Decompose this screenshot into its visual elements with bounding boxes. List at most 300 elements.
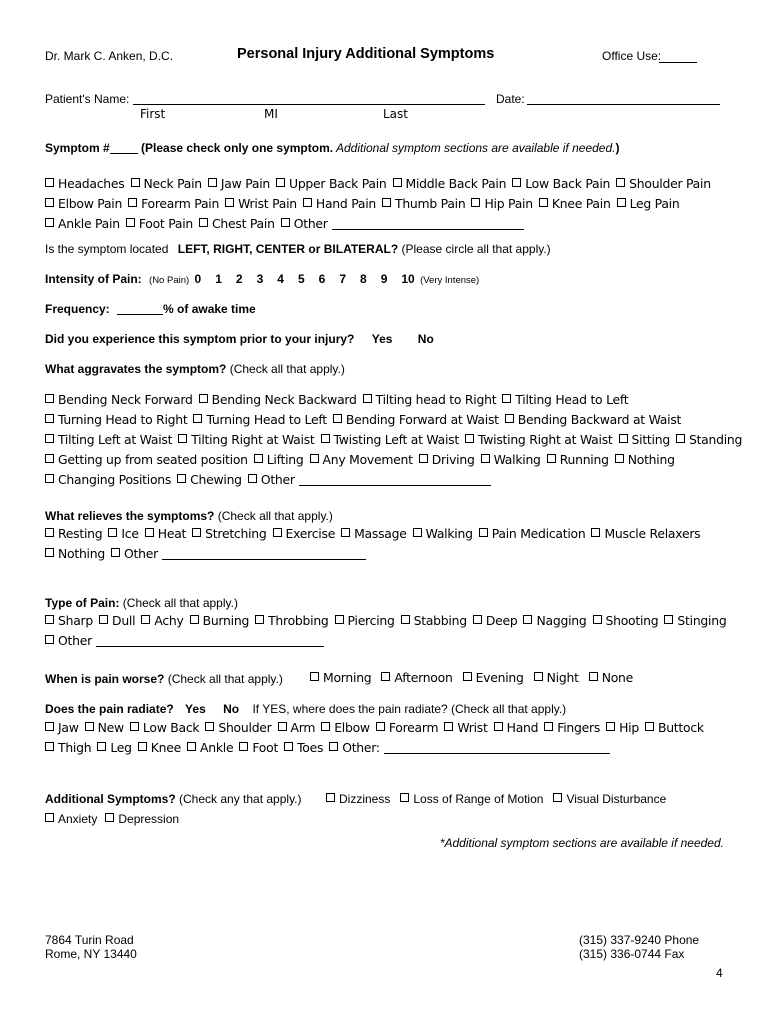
checkbox-walking[interactable] xyxy=(413,526,473,541)
checkbox-label: Depression xyxy=(118,812,180,826)
checkbox-icon[interactable] xyxy=(187,742,196,751)
checkbox-icon[interactable] xyxy=(303,198,312,207)
checkbox-thumb-pain[interactable] xyxy=(382,196,465,211)
checkbox-label: Forearm Pain xyxy=(141,196,220,211)
checkbox-resting[interactable] xyxy=(45,526,102,541)
checkbox-nagging[interactable] xyxy=(523,613,586,628)
checkbox-icon[interactable] xyxy=(619,434,628,443)
checkbox-icon[interactable] xyxy=(45,218,54,227)
doctor-name: Dr. Mark C. Anken, D.C. xyxy=(45,49,174,63)
checkbox-icon[interactable] xyxy=(400,793,409,802)
checkbox-icon[interactable] xyxy=(199,218,208,227)
checkbox-icon[interactable] xyxy=(393,178,402,187)
checkbox-icon[interactable] xyxy=(310,454,319,463)
checkbox-label: Chest Pain xyxy=(212,216,275,231)
checkbox-icon[interactable] xyxy=(108,528,117,537)
checkbox-forearm-pain[interactable] xyxy=(128,196,219,211)
checkbox-icon[interactable] xyxy=(553,793,562,802)
worse-note: (Check all that apply.) xyxy=(164,672,283,686)
checkbox-bending-backward-at-waist[interactable] xyxy=(505,412,681,427)
checkbox-throbbing[interactable] xyxy=(255,613,328,628)
symptom-number-heading xyxy=(45,141,619,155)
checkbox-icon[interactable] xyxy=(376,722,385,731)
checkbox-lifting[interactable] xyxy=(254,452,304,467)
checkbox-label: Tilting head to Right xyxy=(375,392,497,407)
checkbox-label: Wrist xyxy=(457,720,488,735)
checkbox-icon[interactable] xyxy=(479,528,488,537)
relieves-question: What relieves the symptoms? xyxy=(45,509,215,523)
checkbox-label: Tilting Left at Waist xyxy=(58,432,173,447)
checkbox-icon[interactable] xyxy=(141,615,150,624)
other-text-field[interactable] xyxy=(96,646,324,647)
checkbox-icon[interactable] xyxy=(544,722,553,731)
checkbox-loss-of-range-of-motion[interactable] xyxy=(400,792,543,806)
mi-caption: MI xyxy=(264,107,278,121)
checkbox-anxiety[interactable] xyxy=(45,812,97,826)
checkbox-getting-up-from-seated-position[interactable] xyxy=(45,452,248,467)
checkbox-label: Twisting Right at Waist xyxy=(477,432,613,447)
checkbox-label: Fingers xyxy=(557,720,601,735)
checkbox-label: Ice xyxy=(121,526,139,541)
checkbox-icon[interactable] xyxy=(471,198,480,207)
checkbox-exercise[interactable] xyxy=(273,526,336,541)
checkbox-bending-forward-at-waist[interactable] xyxy=(333,412,499,427)
checkbox-label: Running xyxy=(559,452,609,467)
checkbox-icon[interactable] xyxy=(664,615,673,624)
other-text-field[interactable] xyxy=(332,229,524,230)
checkbox-changing-positions[interactable] xyxy=(45,472,171,487)
checkbox-icon[interactable] xyxy=(278,722,287,731)
checkbox-icon[interactable] xyxy=(130,722,139,731)
checkbox-icon[interactable] xyxy=(321,434,330,443)
checkbox-elbow-pain[interactable] xyxy=(45,196,122,211)
checkbox-label: Piercing xyxy=(347,613,395,628)
patient-name-field[interactable] xyxy=(133,104,485,105)
checkbox-icon[interactable] xyxy=(502,394,511,403)
checkbox-jaw[interactable] xyxy=(45,720,79,735)
checkbox-icon[interactable] xyxy=(539,198,548,207)
checkbox-forearm[interactable] xyxy=(376,720,439,735)
intensity-value-4[interactable]: 4 xyxy=(277,272,284,286)
checkbox-icon[interactable] xyxy=(45,615,54,624)
checkbox-foot[interactable] xyxy=(239,740,278,755)
checkbox-running[interactable] xyxy=(547,452,609,467)
checkbox-shoulder-pain[interactable] xyxy=(616,176,711,191)
checkbox-ice[interactable] xyxy=(108,526,138,541)
checkbox-icon[interactable] xyxy=(617,198,626,207)
checkbox-label: Chewing xyxy=(190,472,242,487)
checkbox-icon[interactable] xyxy=(382,198,391,207)
checkbox-icon[interactable] xyxy=(341,528,350,537)
checkbox-tilting-head-to-left[interactable] xyxy=(502,392,628,407)
checkbox-label: Elbow Pain xyxy=(58,196,123,211)
checkbox-headaches[interactable] xyxy=(45,176,125,191)
checkbox-label: Twisting Left at Waist xyxy=(333,432,459,447)
intensity-value-8[interactable]: 8 xyxy=(360,272,367,286)
checkbox-icon[interactable] xyxy=(523,615,532,624)
checkbox-thigh[interactable] xyxy=(45,740,91,755)
checkbox-icon[interactable] xyxy=(401,615,410,624)
other-text-field[interactable] xyxy=(384,753,610,754)
checkbox-middle-back-pain[interactable] xyxy=(393,176,507,191)
checkbox-chewing[interactable] xyxy=(177,472,242,487)
checkbox-foot-pain[interactable] xyxy=(126,216,193,231)
checkbox-icon[interactable] xyxy=(199,394,208,403)
checkbox-burning[interactable] xyxy=(190,613,250,628)
checkbox-nothing[interactable] xyxy=(615,452,675,467)
checkbox-standing[interactable] xyxy=(676,432,742,447)
checkbox-fingers[interactable] xyxy=(544,720,600,735)
checkbox-label: Shoulder Pain xyxy=(629,176,711,191)
first-name-caption: First xyxy=(140,107,166,121)
checkbox-driving[interactable] xyxy=(419,452,475,467)
checkbox-leg-pain[interactable] xyxy=(617,196,680,211)
checkbox-label: Exercise xyxy=(285,526,336,541)
checkbox-icon[interactable] xyxy=(105,813,114,822)
checkbox-afternoon[interactable] xyxy=(381,670,452,685)
checkbox-label: Jaw Pain xyxy=(220,176,270,191)
checkbox-ankle-pain[interactable] xyxy=(45,216,120,231)
frequency-row xyxy=(45,302,256,316)
checkbox-nothing[interactable] xyxy=(45,546,105,561)
office-use-field[interactable] xyxy=(659,62,697,63)
checkbox-icon[interactable] xyxy=(276,178,285,187)
checkbox-other[interactable] xyxy=(248,472,295,487)
other-text-field[interactable] xyxy=(162,559,366,560)
checkbox-tilting-left-at-waist[interactable] xyxy=(45,432,172,447)
checkbox-heat[interactable] xyxy=(145,526,186,541)
checkbox-label: Other xyxy=(58,633,92,648)
checkbox-icon[interactable] xyxy=(310,672,319,681)
checkbox-dull[interactable] xyxy=(99,613,135,628)
checkbox-icon[interactable] xyxy=(208,178,217,187)
checkbox-visual-disturbance[interactable] xyxy=(553,792,666,806)
checkbox-muscle-relaxers[interactable] xyxy=(591,526,700,541)
checkbox-label: Anxiety xyxy=(58,812,98,826)
checkbox-label: Walking xyxy=(493,452,541,467)
checkbox-icon[interactable] xyxy=(145,528,154,537)
checkbox-low-back[interactable] xyxy=(130,720,199,735)
checkbox-label: Walking xyxy=(425,526,473,541)
radiate-rows-row xyxy=(45,740,610,755)
checkbox-icon[interactable] xyxy=(589,672,598,681)
location-options[interactable]: LEFT, RIGHT, CENTER or BILATERAL? xyxy=(177,242,399,256)
checkbox-icon[interactable] xyxy=(465,434,474,443)
symptom-rows-row xyxy=(45,196,685,211)
checkbox-icon[interactable] xyxy=(593,615,602,624)
symptom-rows-row xyxy=(45,216,524,231)
checkbox-icon[interactable] xyxy=(239,742,248,751)
checkbox-stinging[interactable] xyxy=(664,613,726,628)
intensity-value-10[interactable]: 10 xyxy=(401,272,415,286)
checkbox-label: Stinging xyxy=(677,613,727,628)
checkbox-hip[interactable] xyxy=(606,720,639,735)
checkbox-label: Lifting xyxy=(266,452,304,467)
checkbox-icon[interactable] xyxy=(534,672,543,681)
checkbox-icon[interactable] xyxy=(45,722,54,731)
checkbox-icon[interactable] xyxy=(177,474,186,483)
checkbox-label: Throbbing xyxy=(268,613,329,628)
relieves-rows-row xyxy=(45,546,366,561)
checkbox-depression[interactable] xyxy=(105,812,179,826)
checkbox-piercing[interactable] xyxy=(335,613,395,628)
checkbox-icon[interactable] xyxy=(45,414,54,423)
checkbox-icon[interactable] xyxy=(591,528,600,537)
checkbox-neck-pain[interactable] xyxy=(131,176,202,191)
checkbox-twisting-right-at-waist[interactable] xyxy=(465,432,613,447)
checkbox-evening[interactable] xyxy=(463,670,524,685)
checkbox-jaw-pain[interactable] xyxy=(208,176,270,191)
checkbox-label: Knee xyxy=(150,740,182,755)
checkbox-label: Changing Positions xyxy=(58,472,172,487)
radiate-question: Does the pain radiate? xyxy=(45,702,174,716)
address-line-1: 7864 Turin Road xyxy=(45,933,134,947)
additional-options-row xyxy=(326,792,676,806)
aggravates-heading xyxy=(45,362,345,376)
checkbox-label: None xyxy=(601,670,634,685)
checkbox-deep[interactable] xyxy=(473,613,518,628)
checkbox-elbow[interactable] xyxy=(321,720,370,735)
checkbox-label: Arm xyxy=(290,720,316,735)
intensity-value-7[interactable]: 7 xyxy=(339,272,346,286)
checkbox-upper-back-pain[interactable] xyxy=(276,176,387,191)
checkbox-icon[interactable] xyxy=(45,454,54,463)
checkbox-icon[interactable] xyxy=(45,198,54,207)
checkbox-hand-pain[interactable] xyxy=(303,196,376,211)
checkbox-icon[interactable] xyxy=(248,474,257,483)
intensity-value-2[interactable]: 2 xyxy=(235,272,243,286)
checkbox-sitting[interactable] xyxy=(619,432,670,447)
checkbox-icon[interactable] xyxy=(254,454,263,463)
checkbox-turning-head-to-left[interactable] xyxy=(193,412,326,427)
checkbox-label: Nagging xyxy=(536,613,587,628)
checkbox-icon[interactable] xyxy=(45,635,54,644)
checkbox-toes[interactable] xyxy=(284,740,323,755)
checkbox-other[interactable] xyxy=(281,216,328,231)
checkbox-icon[interactable] xyxy=(419,454,428,463)
checkbox-icon[interactable] xyxy=(494,722,503,731)
date-field[interactable] xyxy=(527,104,720,105)
checkbox-new[interactable] xyxy=(85,720,124,735)
checkbox-wrist[interactable] xyxy=(444,720,487,735)
checkbox-icon[interactable] xyxy=(676,434,685,443)
checkbox-arm[interactable] xyxy=(278,720,316,735)
additional-note: (Check any that apply.) xyxy=(175,792,302,806)
frequency-field[interactable] xyxy=(117,314,163,315)
checkbox-shoulder[interactable] xyxy=(205,720,271,735)
checkbox-label: Any Movement xyxy=(322,452,413,467)
checkbox-icon[interactable] xyxy=(547,454,556,463)
checkbox-icon[interactable] xyxy=(45,474,54,483)
checkbox-icon[interactable] xyxy=(45,528,54,537)
checkbox-icon[interactable] xyxy=(505,414,514,423)
prior-no[interactable]: No xyxy=(417,332,434,346)
checkbox-label: Getting up from seated position xyxy=(58,452,248,467)
radiate-heading xyxy=(45,702,566,716)
checkbox-icon[interactable] xyxy=(205,722,214,731)
checkbox-wrist-pain[interactable] xyxy=(225,196,297,211)
checkbox-hip-pain[interactable] xyxy=(471,196,532,211)
checkbox-icon[interactable] xyxy=(131,178,140,187)
checkbox-other[interactable] xyxy=(329,740,380,755)
aggravates-rows-row xyxy=(45,432,748,447)
checkbox-icon[interactable] xyxy=(329,742,338,751)
checkbox-label: Nothing xyxy=(627,452,675,467)
checkbox-leg[interactable] xyxy=(97,740,131,755)
checkbox-pain-medication[interactable] xyxy=(479,526,586,541)
checkbox-stabbing[interactable] xyxy=(401,613,467,628)
checkbox-walking[interactable] xyxy=(481,452,541,467)
checkbox-icon[interactable] xyxy=(463,672,472,681)
checkbox-icon[interactable] xyxy=(481,454,490,463)
checkbox-icon[interactable] xyxy=(138,742,147,751)
checkbox-knee-pain[interactable] xyxy=(539,196,611,211)
pain-type-heading xyxy=(45,596,238,610)
prior-yes[interactable]: Yes xyxy=(371,332,393,346)
checkbox-other[interactable] xyxy=(111,546,158,561)
checkbox-sharp[interactable] xyxy=(45,613,93,628)
checkbox-stretching[interactable] xyxy=(192,526,266,541)
aggravates-rows-row xyxy=(45,392,634,407)
checkbox-morning[interactable] xyxy=(310,670,371,685)
checkbox-label: Shooting xyxy=(605,613,659,628)
checkbox-icon[interactable] xyxy=(126,218,135,227)
checkbox-label: Heat xyxy=(157,526,187,541)
intensity-value-5[interactable]: 5 xyxy=(297,272,305,286)
checkbox-none[interactable] xyxy=(589,670,633,685)
pain-type-note: (Check all that apply.) xyxy=(119,596,238,610)
intensity-label: Intensity of Pain: xyxy=(45,272,142,286)
checkbox-icon[interactable] xyxy=(512,178,521,187)
checkbox-chest-pain[interactable] xyxy=(199,216,275,231)
checkbox-icon[interactable] xyxy=(97,742,106,751)
checkbox-ankle[interactable] xyxy=(187,740,233,755)
checkbox-icon[interactable] xyxy=(284,742,293,751)
additional-footnote: *Additional symptom sections are available if needed. xyxy=(439,836,724,850)
checkbox-icon[interactable] xyxy=(606,722,615,731)
checkbox-icon[interactable] xyxy=(193,414,202,423)
intensity-value-3[interactable]: 3 xyxy=(256,272,264,286)
checkbox-label: Middle Back Pain xyxy=(405,176,507,191)
checkbox-icon[interactable] xyxy=(363,394,372,403)
additional-question: Additional Symptoms? xyxy=(45,792,176,806)
checkbox-icon[interactable] xyxy=(413,528,422,537)
checkbox-label: Ankle xyxy=(200,740,234,755)
frequency-label: Frequency: xyxy=(45,302,110,316)
checkbox-icon[interactable] xyxy=(45,434,54,443)
checkbox-any-movement[interactable] xyxy=(310,452,413,467)
intensity-value-1[interactable]: 1 xyxy=(215,272,222,286)
checkbox-label: Foot Pain xyxy=(138,216,194,231)
checkbox-icon[interactable] xyxy=(335,615,344,624)
aggravates-note: (Check all that apply.) xyxy=(226,362,345,376)
symptom-number-field[interactable] xyxy=(110,153,138,154)
checkbox-label: Resting xyxy=(58,526,103,541)
checkbox-label: Muscle Relaxers xyxy=(604,526,701,541)
checkbox-icon[interactable] xyxy=(281,218,290,227)
address-line-2: Rome, NY 13440 xyxy=(45,947,137,961)
checkbox-hand[interactable] xyxy=(494,720,539,735)
checkbox-label: Forearm xyxy=(388,720,439,735)
checkbox-icon[interactable] xyxy=(615,454,624,463)
checkbox-icon[interactable] xyxy=(111,548,120,557)
intensity-value-9[interactable]: 9 xyxy=(380,272,388,286)
checkbox-icon[interactable] xyxy=(333,414,342,423)
checkbox-icon[interactable] xyxy=(381,672,390,681)
checkbox-tilting-right-at-waist[interactable] xyxy=(178,432,314,447)
checkbox-icon[interactable] xyxy=(273,528,282,537)
other-text-field[interactable] xyxy=(299,485,491,486)
checkbox-dizziness[interactable] xyxy=(326,792,390,806)
checkbox-bending-neck-backward[interactable] xyxy=(199,392,357,407)
checkbox-turning-head-to-right[interactable] xyxy=(45,412,187,427)
intensity-value-6[interactable]: 6 xyxy=(318,272,326,286)
checkbox-label: Turning Head to Right xyxy=(58,412,188,427)
checkbox-icon[interactable] xyxy=(178,434,187,443)
checkbox-icon[interactable] xyxy=(45,813,54,822)
checkbox-icon[interactable] xyxy=(645,722,654,731)
fax-number: (315) 336-0744 Fax xyxy=(579,947,685,961)
checkbox-label: Shoulder xyxy=(218,720,272,735)
worse-heading xyxy=(45,672,283,686)
checkbox-icon[interactable] xyxy=(225,198,234,207)
worse-options-row xyxy=(310,670,643,685)
checkbox-low-back-pain[interactable] xyxy=(512,176,610,191)
checkbox-shooting[interactable] xyxy=(593,613,659,628)
checkbox-icon[interactable] xyxy=(128,198,137,207)
checkbox-tilting-head-to-right[interactable] xyxy=(363,392,497,407)
checkbox-label: Buttock xyxy=(657,720,704,735)
checkbox-icon[interactable] xyxy=(85,722,94,731)
checkbox-icon[interactable] xyxy=(190,615,199,624)
checkbox-buttock[interactable] xyxy=(645,720,704,735)
checkbox-label: Hand xyxy=(506,720,539,735)
checkbox-knee[interactable] xyxy=(138,740,181,755)
checkbox-icon[interactable] xyxy=(45,394,54,403)
checkbox-achy[interactable] xyxy=(141,613,183,628)
checkbox-icon[interactable] xyxy=(321,722,330,731)
checkbox-icon[interactable] xyxy=(45,178,54,187)
checkbox-other[interactable] xyxy=(45,633,92,648)
checkbox-icon[interactable] xyxy=(45,548,54,557)
checkbox-label: Other xyxy=(260,472,295,487)
checkbox-icon[interactable] xyxy=(444,722,453,731)
aggravates-rows-row xyxy=(45,452,681,467)
intensity-low-label: (No Pain) xyxy=(149,275,190,286)
checkbox-icon[interactable] xyxy=(616,178,625,187)
intensity-value-0[interactable]: 0 xyxy=(194,272,202,286)
radiate-yes[interactable]: Yes xyxy=(185,702,206,716)
symptom-note: (Please check only one symptom. xyxy=(137,141,334,155)
radiate-no[interactable]: No xyxy=(223,702,240,716)
checkbox-bending-neck-forward[interactable] xyxy=(45,392,193,407)
worse-question: When is pain worse? xyxy=(45,672,165,686)
checkbox-label: Turning Head to Left xyxy=(206,412,327,427)
checkbox-icon[interactable] xyxy=(45,742,54,751)
checkbox-icon[interactable] xyxy=(192,528,201,537)
checkbox-icon[interactable] xyxy=(99,615,108,624)
checkbox-icon[interactable] xyxy=(326,793,335,802)
checkbox-night[interactable] xyxy=(534,670,579,685)
checkbox-icon[interactable] xyxy=(473,615,482,624)
checkbox-label: Burning xyxy=(202,613,250,628)
checkbox-label: Bending Neck Forward xyxy=(58,392,193,407)
checkbox-icon[interactable] xyxy=(255,615,264,624)
checkbox-label: Hand Pain xyxy=(315,196,377,211)
checkbox-twisting-left-at-waist[interactable] xyxy=(321,432,459,447)
checkbox-massage[interactable] xyxy=(341,526,407,541)
checkbox-label: Low Back Pain xyxy=(525,176,611,191)
